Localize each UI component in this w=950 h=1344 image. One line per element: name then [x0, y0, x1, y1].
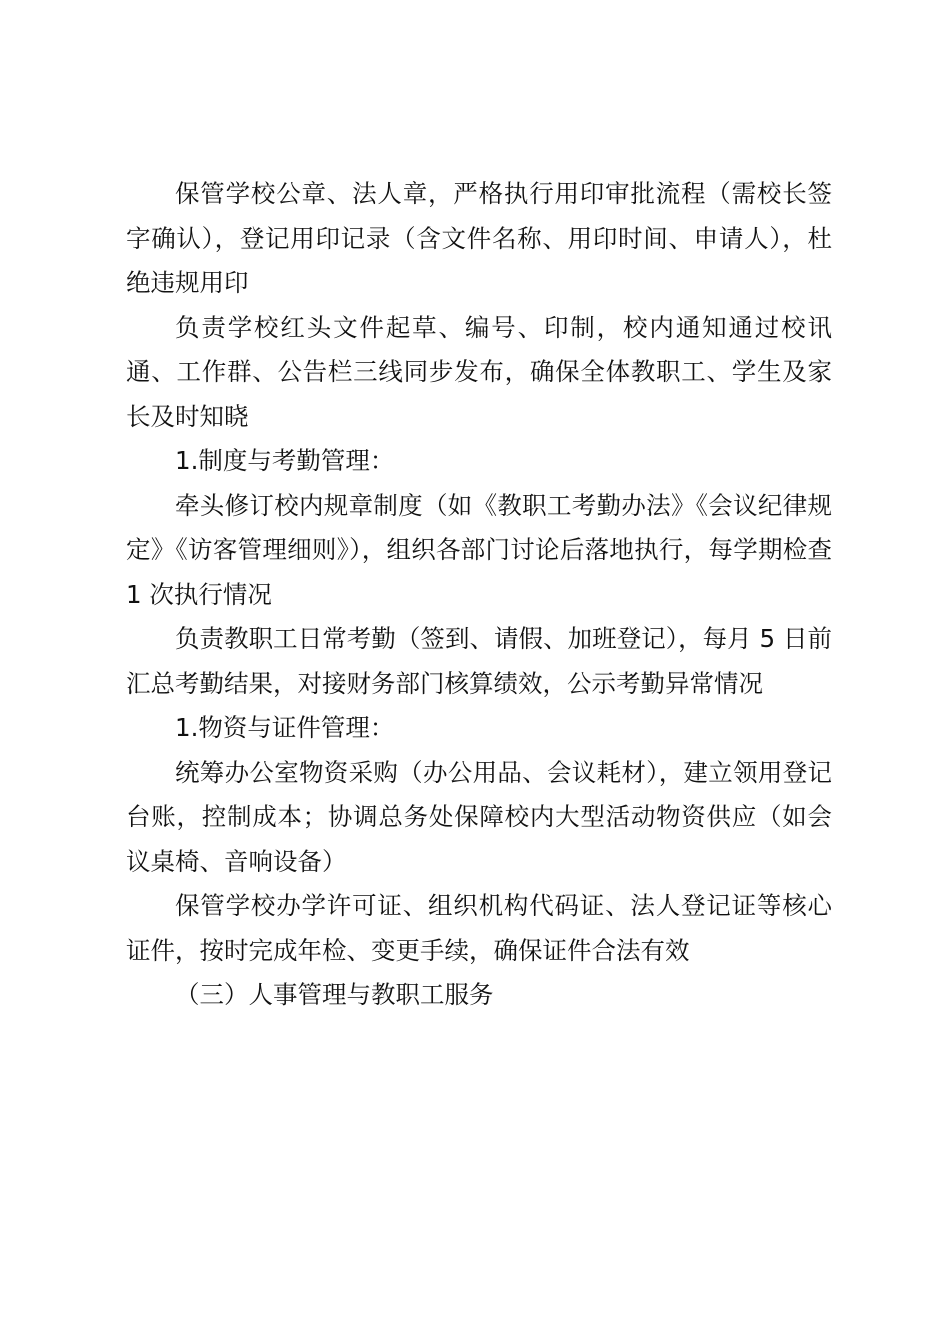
paragraph-certificates: 保管学校办学许可证、组织机构代码证、法人登记证等核心证件，按时完成年检、变更手续，确保证件合法有效	[126, 891, 832, 965]
section-heading-rules-attendance: 1.制度与考勤管理：	[175, 446, 395, 475]
paragraph-rules-revision: 牵头修订校内规章制度（如《教职工考勤办法》《会议纪律规定》《访客管理细则》），组织各部门讨论后落地执行，每学期检查 1 次执行情况	[126, 490, 832, 609]
paragraph-supplies-procurement: 统筹办公室物资采购（办公用品、会议耗材），建立领用登记台账，控制成本；协调总务处保障校内大型活动物资供应（如会议桌椅、音响设备）	[126, 757, 832, 876]
paragraph-document-issuance: 负责学校红头文件起草、编号、印制，校内通知通过校讯通、工作群、公告栏三线同步发布，确保全体教职工、学生及家长及时知晓	[126, 312, 832, 431]
paragraph-seal-management: 保管学校公章、法人章，严格执行用印审批流程（需校长签字确认），登记用印记录（含文件名称、用印时间、申请人），杜绝违规用印	[126, 179, 832, 297]
section-heading-supplies-certificates: 1.物资与证件管理：	[175, 713, 395, 742]
section-heading-personnel: （三）人事管理与教职工服务	[175, 980, 494, 1009]
paragraph-attendance: 负责教职工日常考勤（签到、请假、加班登记），每月 5 日前汇总考勤结果，对接财务部门核算绩效，公示考勤异常情况	[126, 624, 832, 698]
document-body	[126, 172, 832, 1018]
